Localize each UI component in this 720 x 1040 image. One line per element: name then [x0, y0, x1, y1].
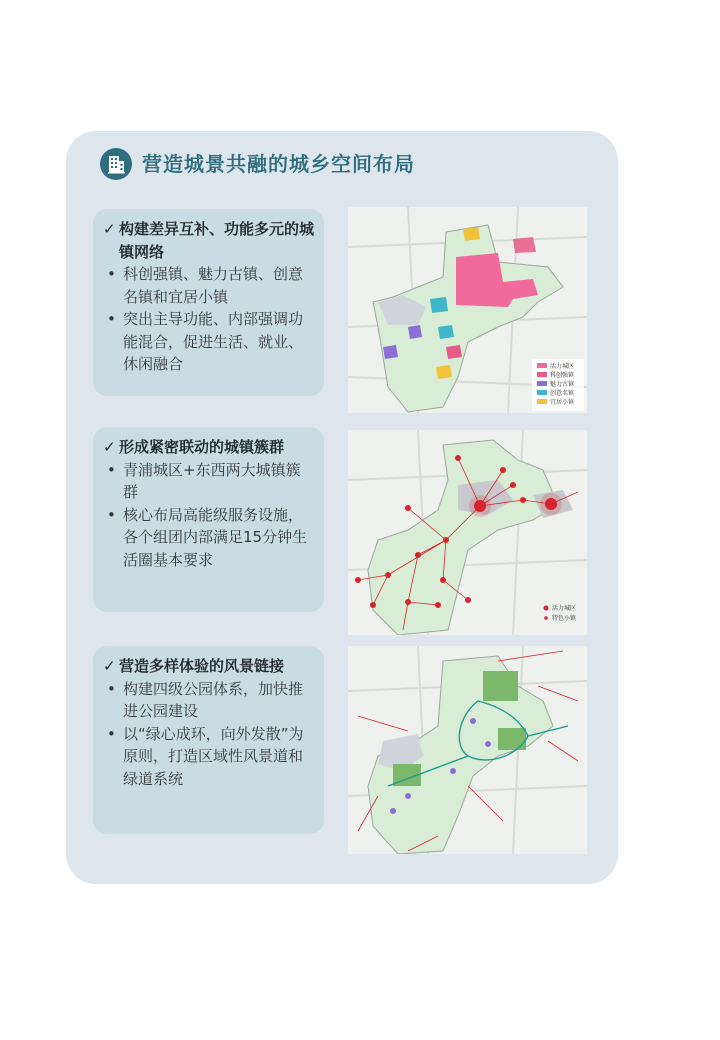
section-card-cluster [93, 427, 324, 612]
section-card-network [93, 209, 324, 396]
check-icon: ✓ [103, 220, 116, 238]
landscape-link-map [348, 646, 587, 854]
building-icon [100, 148, 132, 180]
bullet-item: • 科创强镇、魅力古镇、创意名镇和宜居小镇 [107, 265, 304, 306]
check-icon: ✓ [103, 438, 116, 456]
section-heading: ✓ 营造多样体验的风景链接 [103, 655, 314, 678]
legend-label: 魅力古镇 [550, 381, 575, 388]
page-title: 营造城景共融的城乡空间布局 [142, 152, 415, 176]
check-icon: ✓ [103, 657, 116, 675]
cluster-map [348, 430, 587, 635]
bullet-item: • 构建四级公园体系，加快推进公园建设 [107, 679, 304, 720]
bullet-item: • 以“绿心成环，向外发散”为原则，打造区域性风景道和绿道系统 [107, 724, 304, 788]
legend-label: 活力城区 [550, 363, 575, 370]
legend-label: 特色小镇 [552, 615, 577, 622]
legend-label: 活力城区 [552, 605, 577, 612]
legend-label: 科创强镇 [550, 372, 575, 379]
section-heading: ✓ 构建差异互补、功能多元的城镇网络 [103, 220, 315, 261]
legend-label: 创意名镇 [550, 390, 575, 397]
bullet-item: • 核心布局高能级服务设施，各个组团内部满足15分钟生活圈基本要求 [107, 505, 308, 569]
town-network-map [348, 207, 587, 413]
bullet-item: • 突出主导功能、内部强调功能混合，促进生活、就业、休闲融合 [107, 310, 304, 373]
legend-label: 宜居小镇 [550, 399, 575, 406]
section-card-landscape [93, 646, 324, 834]
section-heading: ✓ 形成紧密联动的城镇簇群 [103, 436, 314, 459]
bullet-item: • 青浦城区+东西两大城镇簇群 [107, 460, 301, 501]
